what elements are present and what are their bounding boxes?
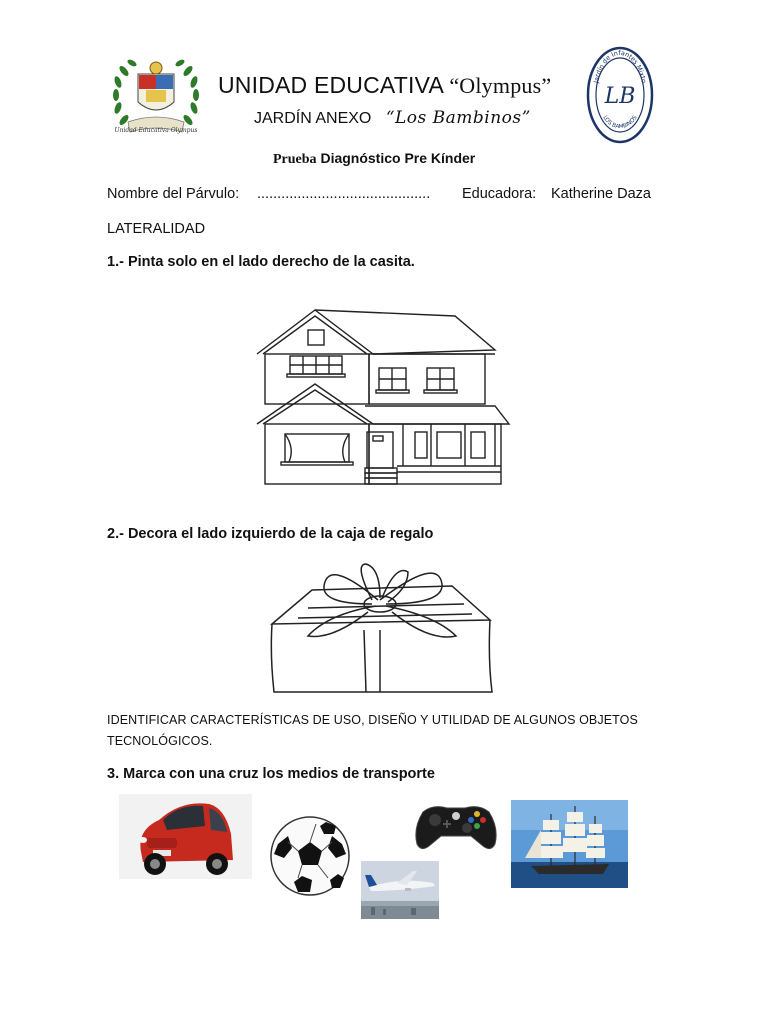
svg-text:LOS BAMBINOS: LOS BAMBINOS [601, 114, 639, 131]
school-prefix: UNIDAD EDUCATIVA [218, 72, 443, 98]
school-crest-logo [108, 52, 204, 142]
sailing-ship-photo[interactable] [511, 800, 628, 888]
kindergarten-seal-logo [585, 45, 655, 145]
school-name [218, 72, 551, 99]
student-name-blank[interactable]: ........................................... [257, 186, 431, 202]
question-3: 3. Marca con una cruz los medios de transporte [107, 766, 435, 782]
svg-text:Jardín de Infantes Mixto: Jardín de Infantes Mixto [592, 48, 648, 84]
test-title-rest: Diagnóstico Pre Kínder [316, 150, 476, 166]
school-brand: “Olympus” [449, 73, 552, 98]
learning-objective: IDENTIFICAR CARACTERÍSTICAS DE USO, DISEÑO Y UTILIDAD DE ALGUNOS OBJETOS TECNOLÓGICOS. [107, 713, 638, 748]
section-heading: LATERALIDAD [107, 221, 206, 237]
student-name-label: Nombre del Párvulo: [107, 186, 240, 202]
game-controller-photo[interactable] [413, 802, 499, 852]
house-drawing[interactable] [255, 308, 511, 486]
teacher-label: Educadora: [462, 186, 537, 202]
red-car-photo[interactable] [119, 794, 252, 879]
gift-box-drawing[interactable] [268, 560, 496, 696]
svg-text:Unidad Educativa Olympus: Unidad Educativa Olympus [114, 127, 198, 134]
question-1: 1.- Pinta solo en el lado derecho de la casita. [107, 254, 415, 270]
teacher-name: Katherine Daza [551, 186, 651, 202]
annex-script-name: “Los Bambinos” [385, 108, 531, 128]
airplane-photo[interactable] [361, 861, 439, 919]
test-title-prefix: Prueba [273, 152, 317, 167]
soccer-ball-photo[interactable] [268, 816, 352, 896]
test-title [273, 150, 475, 168]
question-2: 2.- Decora el lado izquierdo de la caja de regalo [107, 526, 434, 542]
annex-label: JARDÍN ANEXO [254, 110, 372, 127]
svg-text:LB: LB [604, 84, 636, 109]
annex-name [254, 108, 531, 128]
